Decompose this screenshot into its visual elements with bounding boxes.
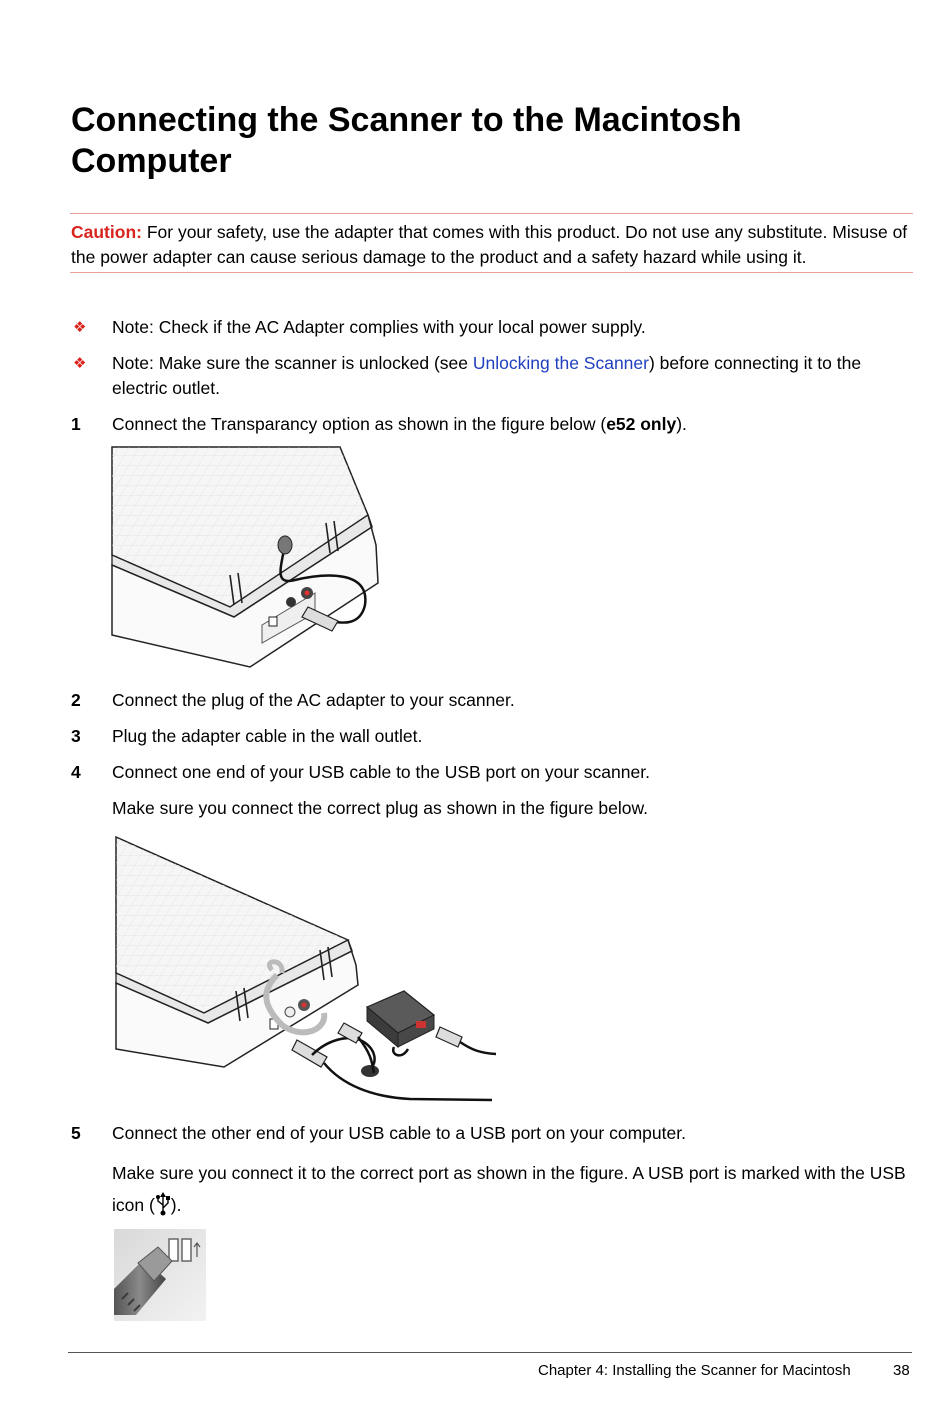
page-title: Connecting the Scanner to the Macintosh Computer bbox=[71, 101, 742, 180]
step-subtext-before: Make sure you connect it to the correct port as shown in the figure. A USB port is marked with the USB icon ( bbox=[112, 1163, 906, 1215]
note-text-before: Note: Make sure the scanner is unlocked (see bbox=[112, 353, 473, 373]
step-text: Connect the plug of the AC adapter to your scanner. bbox=[112, 690, 515, 710]
step-subtext-after: ). bbox=[170, 1195, 182, 1215]
caution-label: Caution: bbox=[71, 222, 142, 242]
step-number: 5 bbox=[71, 1123, 81, 1143]
page-number: 38 bbox=[893, 1362, 910, 1379]
step-subtext: Make sure you connect the correct plug as shown in the figure below. bbox=[112, 798, 648, 818]
diamond-bullet-icon: ❖ bbox=[73, 319, 87, 336]
usb-icon bbox=[155, 1191, 171, 1217]
step-item bbox=[71, 412, 911, 437]
step-text: Connect one end of your USB cable to the USB port on your scanner. bbox=[112, 762, 650, 782]
step-number: 1 bbox=[71, 414, 81, 434]
usb-port-photo bbox=[114, 1229, 206, 1321]
step-text-before: Connect the Transparancy option as shown in the figure below ( bbox=[112, 414, 607, 434]
note-text: Note: Check if the AC Adapter complies with your local power supply. bbox=[112, 317, 646, 337]
note-text-after: ) before connecting it to the electric outlet. bbox=[112, 353, 862, 398]
step-item bbox=[71, 724, 911, 749]
note-item bbox=[71, 351, 911, 401]
step-text bbox=[112, 412, 911, 437]
scanner-usb-adapter-figure bbox=[112, 835, 497, 1105]
footer-chapter: Chapter 4: Installing the Scanner for Macintosh bbox=[538, 1362, 851, 1379]
step-number: 3 bbox=[71, 726, 81, 746]
caution-text: For your safety, use the adapter that comes with this product. Do not use any substitute. Misuse of the power adapter can cause serious damage to the product and a safety hazard while using it. bbox=[71, 222, 908, 267]
note-text bbox=[112, 351, 911, 401]
step-number: 2 bbox=[71, 690, 81, 710]
step-text-after: ). bbox=[676, 414, 687, 434]
step-text: Connect the other end of your USB cable to a USB port on your computer. bbox=[112, 1123, 686, 1143]
note-item bbox=[71, 315, 911, 340]
diamond-bullet-icon: ❖ bbox=[73, 355, 87, 372]
caution-box bbox=[70, 213, 913, 273]
step-number: 4 bbox=[71, 762, 81, 782]
footer-rule bbox=[68, 1352, 912, 1353]
step-item bbox=[71, 760, 911, 821]
step-text: Plug the adapter cable in the wall outlet. bbox=[112, 726, 423, 746]
step-subtext bbox=[112, 1157, 911, 1221]
step-text-bold: e52 only bbox=[606, 414, 677, 434]
unlocking-scanner-link[interactable]: Unlocking the Scanner bbox=[472, 353, 649, 373]
step-item bbox=[71, 688, 911, 713]
step-item bbox=[71, 1121, 911, 1221]
scanner-transparency-figure bbox=[110, 445, 385, 675]
